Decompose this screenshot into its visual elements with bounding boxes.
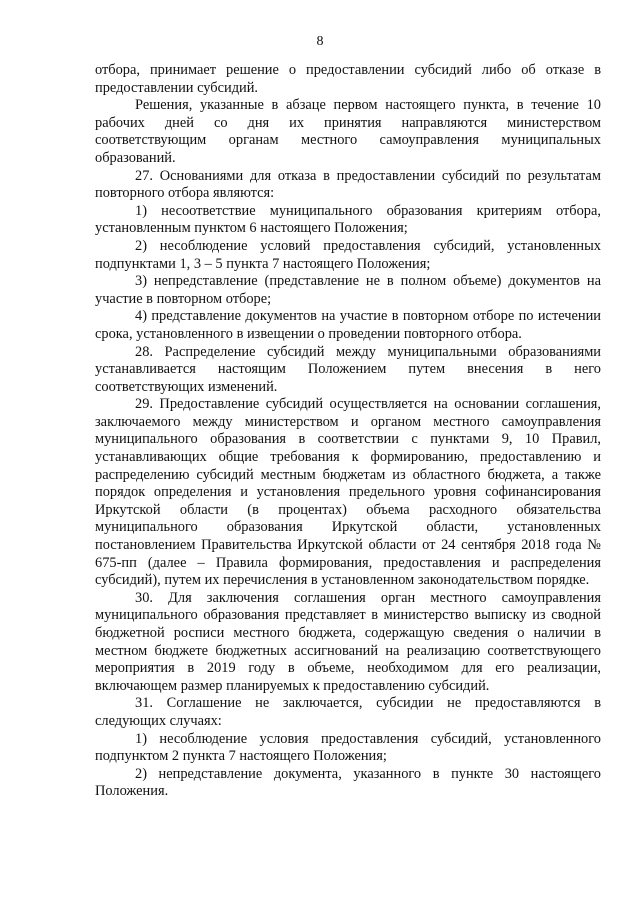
paragraph-31-item-2: 2) непредставление документа, указанного в пункте 30 настоящего Положения. [95, 765, 601, 800]
paragraph-28: 28. Распределение субсидий между муниципальными образованиями устанавливается настоящим Положением путем внесения в него соответствующих изменений. [95, 343, 601, 395]
paragraph-31: 31. Соглашение не заключается, субсидии не предоставляются в следующих случаях: [95, 695, 601, 729]
paragraph-29: 29. Предоставление субсидий осуществляется на основании соглашения, заключаемого между министерством и органом местного самоуправления муниципального образования в соответствии с пунктами 9, 10 Правил, устанавливающих общие требования к формированию, предоставлению и распределению субсидий местным бюджетам из областного бюджета, а также порядок определения и установления предельного уровня софинансирования Иркутской области (в процентах) объема расходного обязательства муниципального образования Иркутской области, установленных постановлением Правительства Иркутской области от 24 сентября 2018 года № 675-пп (далее – Правила формирования, предоставления и распределения субсидий), путем их перечисления в установленном законодательством порядке. [95, 396, 601, 589]
paragraph-27-item-1: 1) несоответствие муниципального образования критериям отбора, установленным пунктом 6 настоящего Положения; [95, 202, 601, 237]
paragraph-31-item-1: 1) несоблюдение условия предоставления субсидий, установленного подпунктом 2 пункта 7 настоящего Положения; [95, 730, 601, 765]
document-body [95, 62, 601, 801]
paragraph-27-item-3: 3) непредставление (представление не в полном объеме) документов на участие в повторном отборе; [95, 273, 601, 307]
paragraph-continuation: отбора, принимает решение о предоставлении субсидий либо об отказе в предоставлении субсидий. [95, 62, 601, 96]
paragraph-27: 27. Основаниями для отказа в предоставлении субсидий по результатам повторного отбора являются: [95, 167, 601, 202]
paragraph-27-item-2: 2) несоблюдение условий предоставления субсидий, установленных подпунктами 1, 3 – 5 пункта 7 настоящего Положения; [95, 237, 601, 272]
paragraph-decisions: Решения, указанные в абзаце первом настоящего пункта, в течение 10 рабочих дней со дня их принятия направляются министерством соответствующим органам местного самоуправления муниципальных образований. [95, 97, 601, 166]
paragraph-27-item-4: 4) представление документов на участие в повторном отборе по истечении срока, установленного в извещении о проведении повторного отбора. [95, 308, 601, 342]
paragraph-30: 30. Для заключения соглашения орган местного самоуправления муниципального образования представляет в министерство выписку из сводной бюджетной росписи местного бюджета, содержащую сведения о наличии в местном бюджете бюджетных ассигнований на реализацию соответствующего мероприятия в 2019 году в объеме, необходимом для его реализации, включающем размер планируемых к предоставлению субсидий. [95, 589, 601, 694]
page-number: 8 [316, 34, 324, 49]
